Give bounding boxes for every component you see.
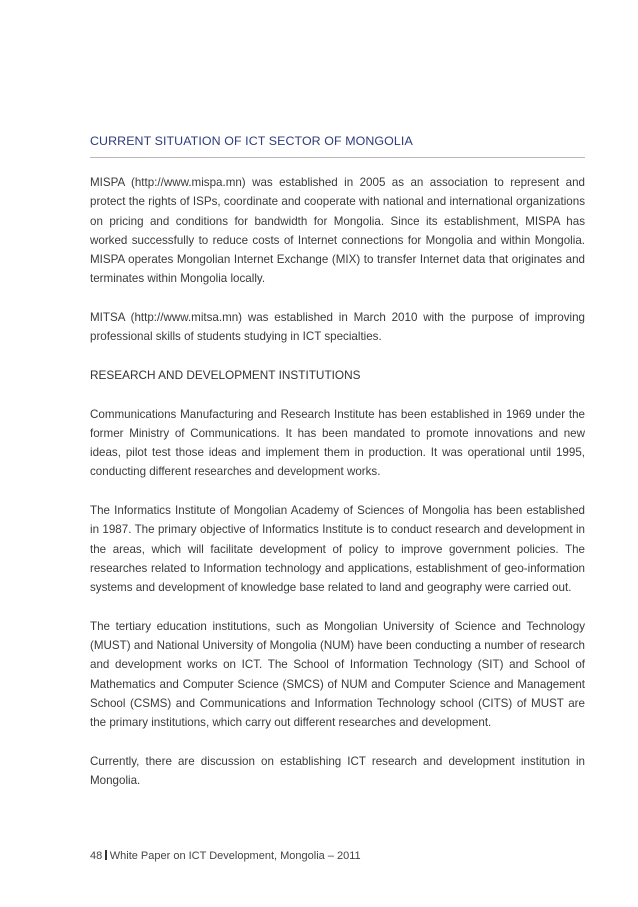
footer-title: White Paper on ICT Development, Mongolia – 2011	[109, 850, 361, 862]
paragraph-tertiary-institutions: The tertiary education institutions, such as Mongolian University of Science and Technology (MUST) and National University of Mongolia (NUM) have been conducting a number of research and development works on ICT. The School of Information Technology (SIT) and School of Mathematics and Computer Science (SMCS) of NUM and Computer Science and Management School (CSMS) and Communications and Information Technology school (CITS) of MUST are the primary institutions, which carry out different researches and development.	[90, 619, 585, 730]
page-number: 48	[90, 850, 103, 862]
footer-separator	[105, 850, 107, 860]
paragraph-mitsa: MITSA (http://www.mitsa.mn) was established in March 2010 with the purpose of improving professional skills of students studying in ICT specialties.	[90, 311, 585, 344]
body-content	[90, 173, 585, 810]
paragraph-informatics-institute: The Informatics Institute of Mongolian Academy of Sciences of Mongolia has been established in 1987. The primary objective of Informatics Institute is to conduct research and development in the areas, which will facilitate development of policy to improve government policies. The researches related to Information technology and applications, establishment of geo-information systems and development of knowledge base related to land and geography were carried out.	[90, 504, 585, 595]
paragraph-mispa: MISPA (http://www.mispa.mn) was established in 2005 as an association to represent and protect the rights of ISPs, coordinate and cooperate with national and international organizations on pricing and conditions for bandwidth for Mongolia. Since its establishment, MISPA has worked successfully to reduce costs of Internet connections for Mongolia and within Mongolia. MISPA operates Mongolian Internet Exchange (MIX) to transfer Internet data that originates and terminates within Mongolia locally.	[90, 176, 585, 286]
paragraph-communications-institute: Communications Manufacturing and Research Institute has been established in 1969 under the former Ministry of Communications. It has been mandated to promote innovations and new ideas, pilot test those ideas and implement them in production. It was operational until 1995, conducting different researches and development works.	[90, 407, 585, 479]
page-footer	[90, 850, 361, 862]
paragraph-currently: Currently, there are discussion on establishing ICT research and development institution in Mongolia.	[90, 754, 585, 788]
section-heading: CURRENT SITUATION OF ICT SECTOR OF MONGOLIA	[90, 134, 413, 148]
heading-divider	[90, 157, 585, 158]
subheading-research: RESEARCH AND DEVELOPMENT INSTITUTIONS	[90, 367, 361, 382]
